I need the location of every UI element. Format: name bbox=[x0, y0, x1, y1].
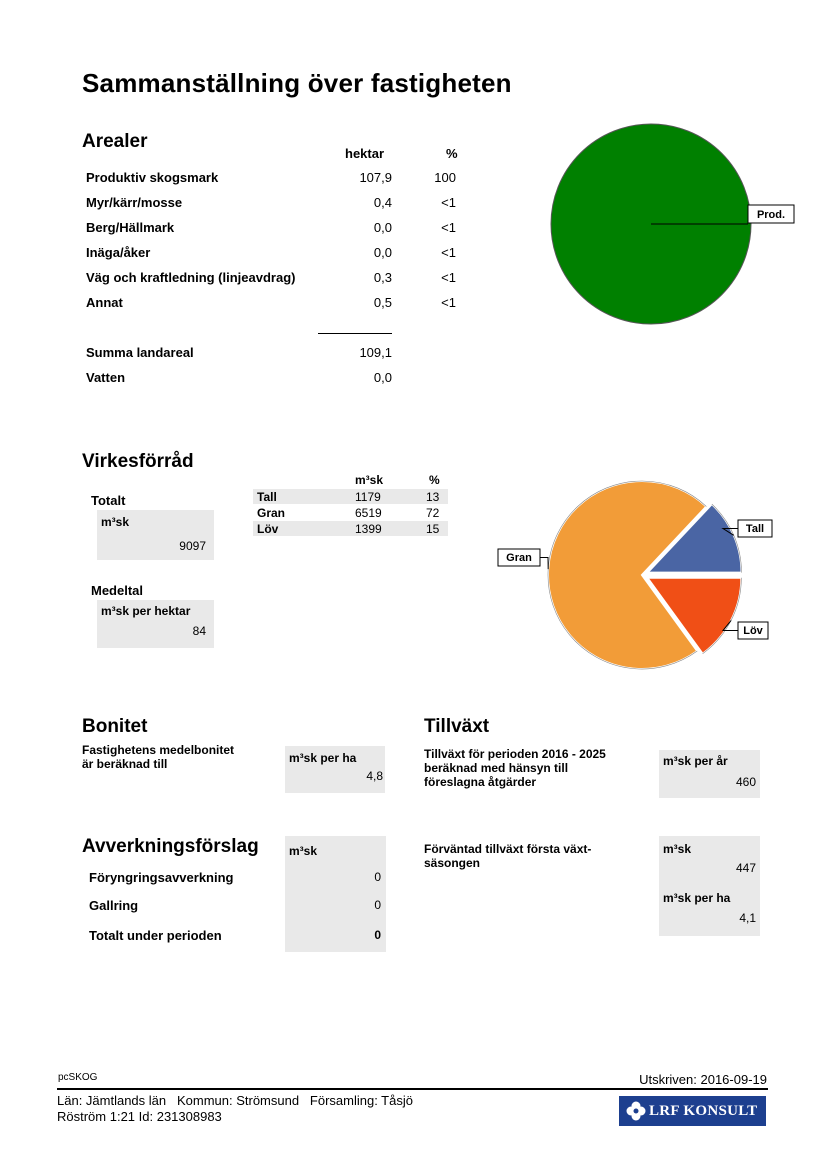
footer-divider bbox=[57, 1088, 768, 1090]
arealer-row-hektar: 0,4 bbox=[373, 195, 392, 210]
virkesforrad-pie-chart bbox=[490, 465, 780, 685]
arealer-row-hektar: 0,0 bbox=[373, 220, 392, 235]
vtbl-row-gran bbox=[253, 505, 448, 520]
bonitet-heading: Bonitet bbox=[82, 716, 148, 737]
tillvaxt-text-3: föreslagna åtgärder bbox=[424, 775, 537, 789]
avverkning-value: 0 bbox=[374, 928, 381, 942]
forvantad-value-2: 4,1 bbox=[739, 911, 756, 925]
tillvaxt-value: 460 bbox=[735, 775, 756, 789]
arealer-row-hektar: 0,3 bbox=[373, 270, 392, 285]
arealer-row-hektar: 0,0 bbox=[373, 245, 392, 260]
vatten-value: 0,0 bbox=[373, 370, 392, 385]
bonitet-box bbox=[285, 746, 385, 793]
arealer-heading: Arealer bbox=[82, 131, 148, 152]
medeltal-box bbox=[97, 600, 214, 648]
vtbl-row-tall bbox=[253, 489, 448, 504]
clover-icon bbox=[625, 1100, 647, 1122]
summa-value: 109,1 bbox=[359, 345, 392, 360]
arealer-row-pct: <1 bbox=[441, 195, 456, 210]
forvantad-box bbox=[659, 836, 760, 936]
avverkning-unit: m³sk bbox=[289, 844, 318, 858]
arealer-row-hektar: 107,9 bbox=[359, 170, 392, 185]
footer-program: pcSKOG bbox=[58, 1072, 98, 1083]
avverkning-value: 0 bbox=[374, 898, 381, 912]
virkesforrad-heading: Virkesförråd bbox=[82, 451, 194, 472]
arealer-row-label: Produktiv skogsmark bbox=[86, 170, 219, 185]
medeltal-value: 84 bbox=[192, 624, 206, 638]
forvantad-value-1: 447 bbox=[735, 861, 756, 875]
tillvaxt-heading: Tillväxt bbox=[424, 716, 490, 737]
logo-text: LRF KONSULT bbox=[649, 1103, 758, 1119]
totalt-label: Totalt bbox=[91, 493, 126, 508]
arealer-row-label: Myr/kärr/mosse bbox=[86, 195, 183, 210]
tillvaxt-box bbox=[659, 750, 760, 798]
tillvaxt-text-1: Tillväxt för perioden 2016 - 2025 bbox=[424, 747, 606, 761]
bonitet-unit: m³sk per ha bbox=[289, 751, 357, 765]
arealer-row-pct: 100 bbox=[434, 170, 456, 185]
arealer-row-label: Inäga/åker bbox=[86, 245, 151, 260]
bonitet-text-2: är beräknad till bbox=[82, 757, 168, 771]
vtbl-m3sk: 1399 bbox=[355, 522, 382, 536]
bonitet-text-1: Fastighetens medelbonitet bbox=[82, 743, 235, 757]
arealer-col-hektar: hektar bbox=[345, 146, 385, 161]
arealer-row-label: Berg/Hällmark bbox=[86, 220, 175, 235]
avverkning-box bbox=[285, 836, 386, 952]
vtbl-row-lov bbox=[253, 521, 448, 536]
vtbl-label: Löv bbox=[257, 522, 279, 536]
footer-line-2: Röström 1:21 Id: 231308983 bbox=[57, 1109, 222, 1124]
pie-label-prod: Prod. bbox=[756, 209, 786, 221]
vtbl-pct: 72 bbox=[426, 506, 440, 520]
pie-label-gran: Gran bbox=[506, 552, 532, 564]
vtbl-label: Gran bbox=[257, 506, 286, 520]
bonitet-value: 4,8 bbox=[366, 769, 383, 783]
vtbl-pct: 13 bbox=[426, 490, 440, 504]
avverkning-value: 0 bbox=[374, 870, 381, 884]
vtbl-col-pct: % bbox=[429, 473, 440, 487]
arealer-row-pct: <1 bbox=[441, 220, 456, 235]
arealer-row-pct: <1 bbox=[441, 295, 456, 310]
vtbl-m3sk: 6519 bbox=[355, 506, 382, 520]
avverkning-heading: Avverkningsförslag bbox=[82, 836, 259, 857]
forvantad-text-1: Förväntad tillväxt första växt- bbox=[424, 842, 592, 856]
arealer-row-hektar: 0,5 bbox=[373, 295, 392, 310]
tillvaxt-text-2: beräknad med hänsyn till bbox=[424, 761, 569, 775]
vtbl-pct: 15 bbox=[426, 522, 440, 536]
forvantad-unit-1: m³sk bbox=[663, 842, 692, 856]
vtbl-m3sk: 1179 bbox=[355, 490, 381, 504]
arealer-row-pct: <1 bbox=[441, 270, 456, 285]
totalt-box bbox=[97, 510, 214, 560]
pie-label-leader bbox=[540, 558, 548, 570]
footer-printed: Utskriven: 2016-09-19 bbox=[639, 1072, 767, 1087]
sum-divider bbox=[318, 333, 392, 334]
avverkning-label: Gallring bbox=[89, 898, 139, 913]
forvantad-unit-2: m³sk per ha bbox=[663, 891, 731, 905]
pie-label-tall: Tall bbox=[745, 523, 765, 535]
vtbl-label: Tall bbox=[257, 490, 277, 504]
summa-label: Summa landareal bbox=[86, 345, 194, 360]
vtbl-col-m3sk: m³sk bbox=[355, 473, 384, 487]
totalt-value: 9097 bbox=[179, 539, 206, 553]
lrf-konsult-logo bbox=[619, 1096, 766, 1126]
avverkning-label: Föryngringsavverkning bbox=[89, 870, 234, 885]
arealer-row-pct: <1 bbox=[441, 245, 456, 260]
arealer-row-label: Väg och kraftledning (linjeavdrag) bbox=[86, 270, 296, 285]
arealer-col-pct: % bbox=[446, 146, 458, 161]
totalt-unit: m³sk bbox=[101, 515, 130, 529]
tillvaxt-unit: m³sk per år bbox=[663, 754, 728, 768]
forvantad-text-2: säsongen bbox=[424, 856, 481, 870]
pie-slice-gran bbox=[548, 481, 706, 669]
avverkning-label: Totalt under perioden bbox=[89, 928, 222, 943]
arealer-row-label: Annat bbox=[86, 295, 123, 310]
footer-line-1: Län: Jämtlands län Kommun: Strömsund Församling: Tåsjö bbox=[57, 1093, 413, 1108]
medeltal-unit: m³sk per hektar bbox=[101, 604, 191, 618]
arealer-pie-chart bbox=[540, 120, 800, 340]
medeltal-label: Medeltal bbox=[91, 583, 144, 598]
pie-label-lov: Löv bbox=[743, 625, 763, 637]
vatten-label: Vatten bbox=[86, 370, 126, 385]
page-title: Sammanställning över fastigheten bbox=[82, 68, 512, 98]
